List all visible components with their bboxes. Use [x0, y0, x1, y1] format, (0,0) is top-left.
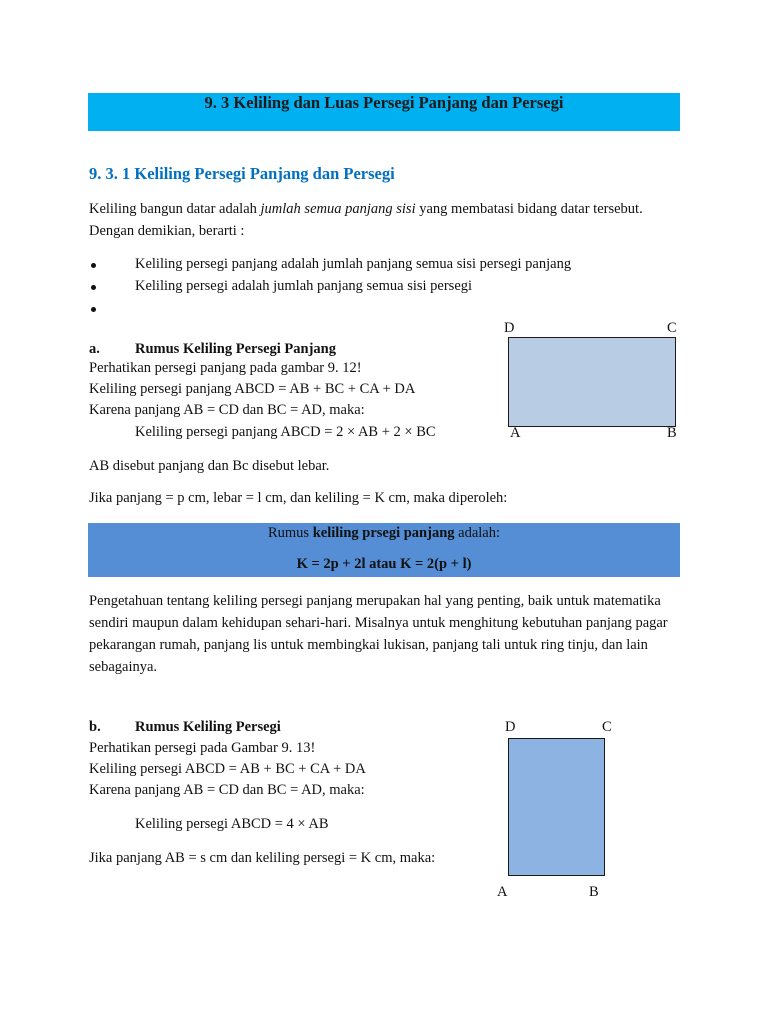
- bullet-item: Keliling persegi panjang adalah jumlah panjang semua sisi persegi panjang: [135, 256, 572, 272]
- part-b-line: Karena panjang AB = CD dan BC = AD, maka:: [89, 782, 365, 798]
- part-b-heading: Rumus Keliling Persegi: [135, 719, 281, 735]
- part-b-line: Perhatikan persegi pada Gambar 9. 13!: [89, 740, 316, 756]
- part-a-line: Keliling persegi panjang ABCD = AB + BC + CA + DA: [89, 381, 416, 397]
- vertex-label-a: A: [497, 884, 508, 900]
- part-a-given: Jika panjang = p cm, lebar = l cm, dan keliling = K cm, maka diperoleh:: [89, 490, 508, 506]
- formula-box-line-2: K = 2p + 2l atau K = 2(p + l): [296, 556, 472, 572]
- formula-box-bold: keliling prsegi panjang: [312, 525, 455, 541]
- part-b-formula: Keliling persegi ABCD = 4 × AB: [135, 816, 329, 832]
- part-a-line: Karena panjang AB = CD dan BC = AD, maka:: [89, 402, 365, 418]
- intro-suffix: yang membatasi bidang datar tersebut.: [415, 201, 643, 217]
- formula-box: [88, 523, 680, 577]
- bullet-dot: [91, 307, 96, 312]
- formula-box-suffix: adalah:: [454, 525, 501, 541]
- part-a-formula: Keliling persegi panjang ABCD = 2 × AB + 2 × BC: [135, 424, 436, 440]
- part-b-marker: b.: [89, 719, 101, 735]
- part-a-note: AB disebut panjang dan Bc disebut lebar.: [89, 458, 330, 474]
- part-b-line: Keliling persegi ABCD = AB + BC + CA + DA: [89, 761, 366, 777]
- section-banner: [88, 93, 680, 131]
- vertex-label-d: D: [505, 719, 516, 735]
- section-title: 9. 3 Keliling dan Luas Persegi Panjang dan Persegi: [204, 93, 564, 112]
- square-figure: [508, 738, 605, 876]
- formula-box-line-1: [88, 525, 680, 542]
- intro-prefix: Keliling bangun datar adalah: [89, 201, 261, 217]
- bullet-dot: [91, 285, 96, 290]
- vertex-label-a: A: [510, 425, 521, 441]
- part-a-heading: Rumus Keliling Persegi Panjang: [135, 341, 336, 357]
- part-a-line: Perhatikan persegi panjang pada gambar 9. 12!: [89, 360, 362, 376]
- intro-line-2: Dengan demikian, berarti :: [89, 223, 245, 239]
- explanation-paragraph: Pengetahuan tentang keliling persegi panjang merupakan hal yang penting, baik untuk matematika sendiri maupun dalam kehidupan sehari-hari. Misalnya untuk menghitung kebutuhan panjang pagar pekarangan rumah, panjang lis untuk membingkai lukisan, panjang tali untuk ring tinju, dan lain sebagainya.: [89, 593, 668, 675]
- intro-emphasis: jumlah semua panjang sisi: [260, 201, 416, 217]
- part-b-given: Jika panjang AB = s cm dan keliling persegi = K cm, maka:: [89, 850, 436, 866]
- vertex-label-c: C: [602, 719, 612, 735]
- intro-line-1: [89, 201, 643, 218]
- vertex-label-c: C: [667, 320, 677, 336]
- part-a-marker: a.: [89, 341, 100, 357]
- bullet-item: Keliling persegi adalah jumlah panjang semua sisi persegi: [135, 278, 473, 294]
- vertex-label-b: B: [589, 884, 599, 900]
- formula-box-prefix: Rumus: [267, 525, 313, 541]
- vertex-label-d: D: [504, 320, 515, 336]
- vertex-label-b: B: [667, 425, 677, 441]
- bullet-dot: [91, 263, 96, 268]
- rectangle-figure: [508, 337, 676, 427]
- subsection-title: 9. 3. 1 Keliling Persegi Panjang dan Persegi: [89, 164, 395, 183]
